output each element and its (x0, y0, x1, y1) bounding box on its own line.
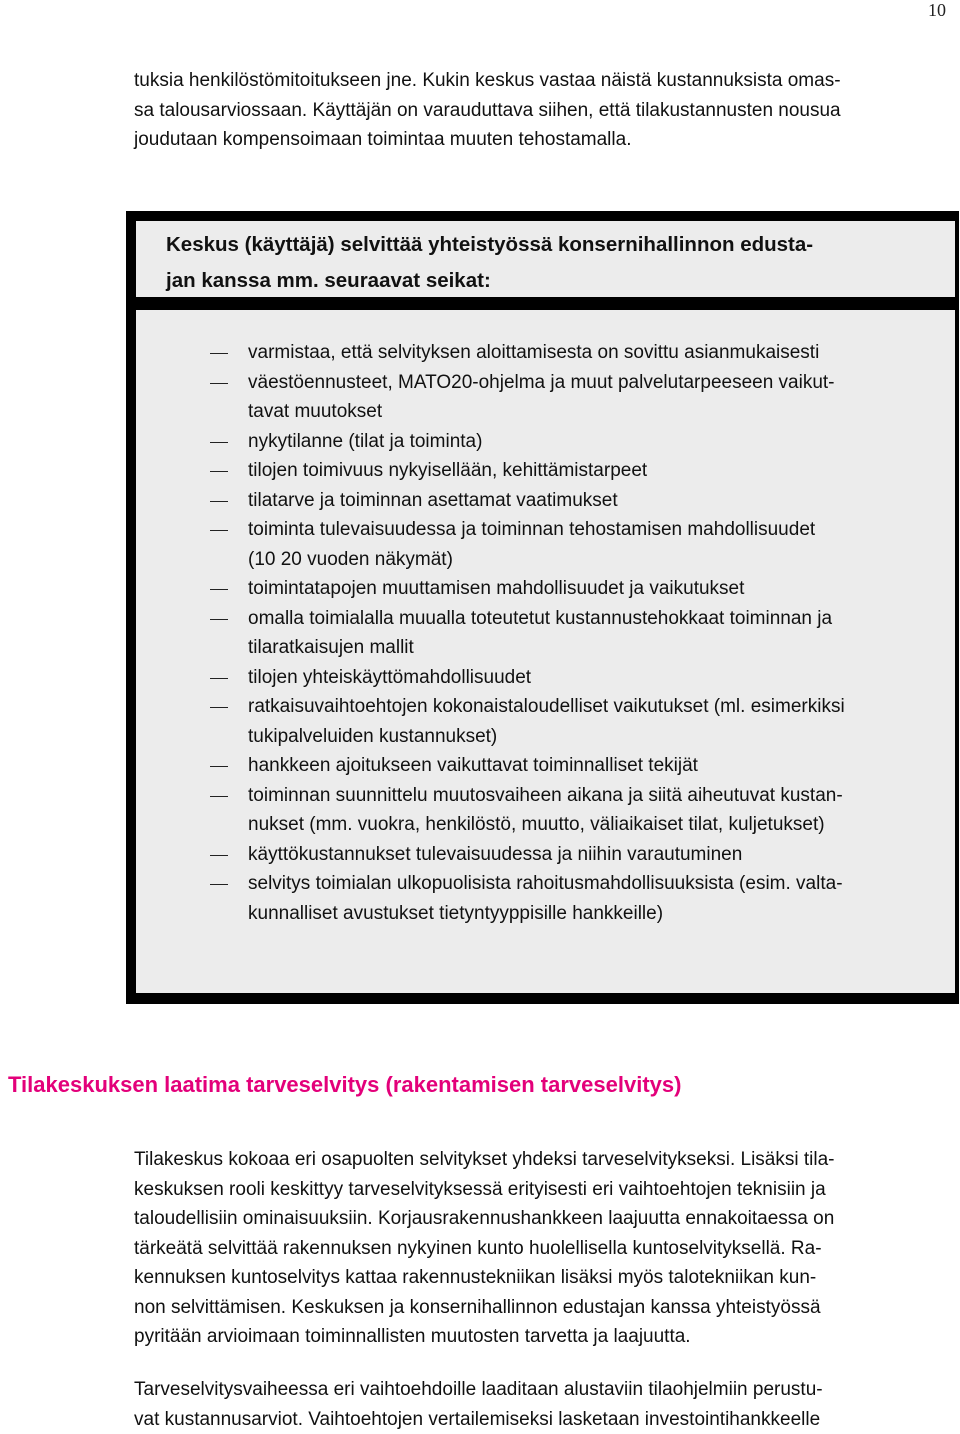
list-item-text (248, 751, 955, 781)
dash-bullet-icon (210, 781, 228, 811)
list-item (136, 368, 955, 427)
list-item-line: nukset (mm. vuokra, henkilöstö, muutto, väliaikaiset tilat, kuljetukset) (248, 810, 955, 840)
text-line: taloudellisiin ominaisuuksiin. Korjausrakennushankkeen laajuutta ennakoitaessa on (134, 1204, 934, 1234)
body-paragraph (134, 1145, 934, 1352)
list-item (136, 338, 955, 368)
list-item-text (248, 781, 955, 840)
text-line: pyritään arvioimaan toiminnallisten muutosten tarvetta ja laajuutta. (134, 1322, 934, 1352)
list-item (136, 427, 955, 457)
text-line: Tilakeskus kokoaa eri osapuolten selvitykset yhdeksi tarveselvitykseksi. Lisäksi tila- (134, 1145, 934, 1175)
text-line: sa talousarviossaan. Käyttäjän on varauduttava siihen, että tilakustannusten nousua (134, 96, 934, 126)
list-item (136, 751, 955, 781)
list-item-line: tavat muutokset (248, 397, 955, 427)
info-box-body (136, 310, 955, 993)
list-item-text (248, 869, 955, 928)
list-item (136, 574, 955, 604)
list-item-text (248, 486, 955, 516)
dash-bullet-icon (210, 751, 228, 781)
dash-bullet-icon (210, 456, 228, 486)
dash-bullet-icon (210, 692, 228, 722)
list-item-line: tilaratkaisujen mallit (248, 633, 955, 663)
dash-bullet-icon (210, 663, 228, 693)
bullet-list (136, 338, 955, 928)
list-item-line: tilojen yhteiskäyttömahdollisuudet (248, 663, 955, 693)
list-item-text (248, 840, 955, 870)
list-item-line: ratkaisuvaihtoehtojen kokonaistaloudelliset vaikutukset (ml. esimerkiksi (248, 692, 955, 722)
list-item-line: tukipalveluiden kustannukset) (248, 722, 955, 752)
list-item-line: tilojen toimivuus nykyisellään, kehittämistarpeet (248, 456, 955, 486)
page-number: 10 (928, 0, 946, 21)
list-item-line: omalla toimialalla muualla toteutetut kustannustehokkaat toiminnan ja (248, 604, 955, 634)
list-item-line: nykytilanne (tilat ja toiminta) (248, 427, 955, 457)
list-item (136, 781, 955, 840)
list-item-line: hankkeen ajoitukseen vaikuttavat toiminnalliset tekijät (248, 751, 955, 781)
list-item (136, 456, 955, 486)
list-item-line: väestöennusteet, MATO20-ohjelma ja muut palvelutarpeeseen vaikut- (248, 368, 955, 398)
list-item-line: kunnalliset avustukset tietyntyyppisille hankkeille) (248, 899, 955, 929)
list-item (136, 604, 955, 663)
list-item-text (248, 515, 955, 574)
list-item-line: tilatarve ja toiminnan asettamat vaatimukset (248, 486, 955, 516)
list-item (136, 486, 955, 516)
text-line: vat kustannusarviot. Vaihtoehtojen vertailemiseksi lasketaan investointihankkeelle (134, 1405, 934, 1434)
list-item-text (248, 574, 955, 604)
list-item (136, 692, 955, 751)
list-item (136, 663, 955, 693)
list-item-line: toiminnan suunnittelu muutosvaiheen aikana ja siitä aiheutuvat kustan- (248, 781, 955, 811)
text-line: joudutaan kompensoimaan toimintaa muuten tehostamalla. (134, 125, 934, 155)
heading-line: jan kanssa mm. seuraavat seikat: (166, 269, 491, 293)
text-line: tuksia henkilöstömitoitukseen jne. Kukin keskus vastaa näistä kustannuksista omas- (134, 66, 934, 96)
list-item (136, 869, 955, 928)
dash-bullet-icon (210, 338, 228, 368)
text-line: tärkeätä selvittää rakennuksen nykyinen kunto huolellisella kuntoselvityksellä. Ra- (134, 1234, 934, 1264)
list-item-line: käyttökustannukset tulevaisuudessa ja niihin varautuminen (248, 840, 955, 870)
info-box-heading (136, 221, 955, 299)
text-line: kennuksen kuntoselvitys kattaa rakennustekniikan lisäksi myös talotekniikan kun- (134, 1263, 934, 1293)
dash-bullet-icon (210, 840, 228, 870)
dash-bullet-icon (210, 604, 228, 634)
dash-bullet-icon (210, 486, 228, 516)
intro-paragraph (134, 66, 934, 155)
dash-bullet-icon (210, 368, 228, 398)
dash-bullet-icon (210, 869, 228, 899)
list-item-text (248, 456, 955, 486)
dash-bullet-icon (210, 574, 228, 604)
list-item-line: toimintatapojen muuttamisen mahdollisuudet ja vaikutukset (248, 574, 955, 604)
list-item-text (248, 368, 955, 427)
list-item (136, 840, 955, 870)
heading-line: Keskus (käyttäjä) selvittää yhteistyössä konsernihallinnon edusta- (166, 233, 813, 257)
dash-bullet-icon (210, 515, 228, 545)
text-line: Tarveselvitysvaiheessa eri vaihtoehdoille laaditaan alustaviin tilaohjelmiin perustu- (134, 1375, 934, 1405)
list-item-line: (10 20 vuoden näkymät) (248, 545, 955, 575)
section-title: Tilakeskuksen laatima tarveselvitys (rakentamisen tarveselvitys) (8, 1072, 681, 1098)
list-item-text (248, 427, 955, 457)
list-item-line: selvitys toimialan ulkopuolisista rahoitusmahdollisuuksista (esim. valta- (248, 869, 955, 899)
list-item-text (248, 663, 955, 693)
list-item (136, 515, 955, 574)
list-item-text (248, 604, 955, 663)
list-item-line: toiminta tulevaisuudessa ja toiminnan tehostamisen mahdollisuudet (248, 515, 955, 545)
text-line: keskuksen rooli keskittyy tarveselvityksessä erityisesti eri vaihtoehtojen teknisiin ja (134, 1175, 934, 1205)
text-line: non selvittämisen. Keskuksen ja konsernihallinnon edustajan kanssa yhteistyössä (134, 1293, 934, 1323)
body-paragraph (134, 1375, 934, 1434)
list-item-text (248, 692, 955, 751)
list-item-line: varmistaa, että selvityksen aloittamisesta on sovittu asianmukaisesti (248, 338, 955, 368)
list-item-text (248, 338, 955, 368)
dash-bullet-icon (210, 427, 228, 457)
